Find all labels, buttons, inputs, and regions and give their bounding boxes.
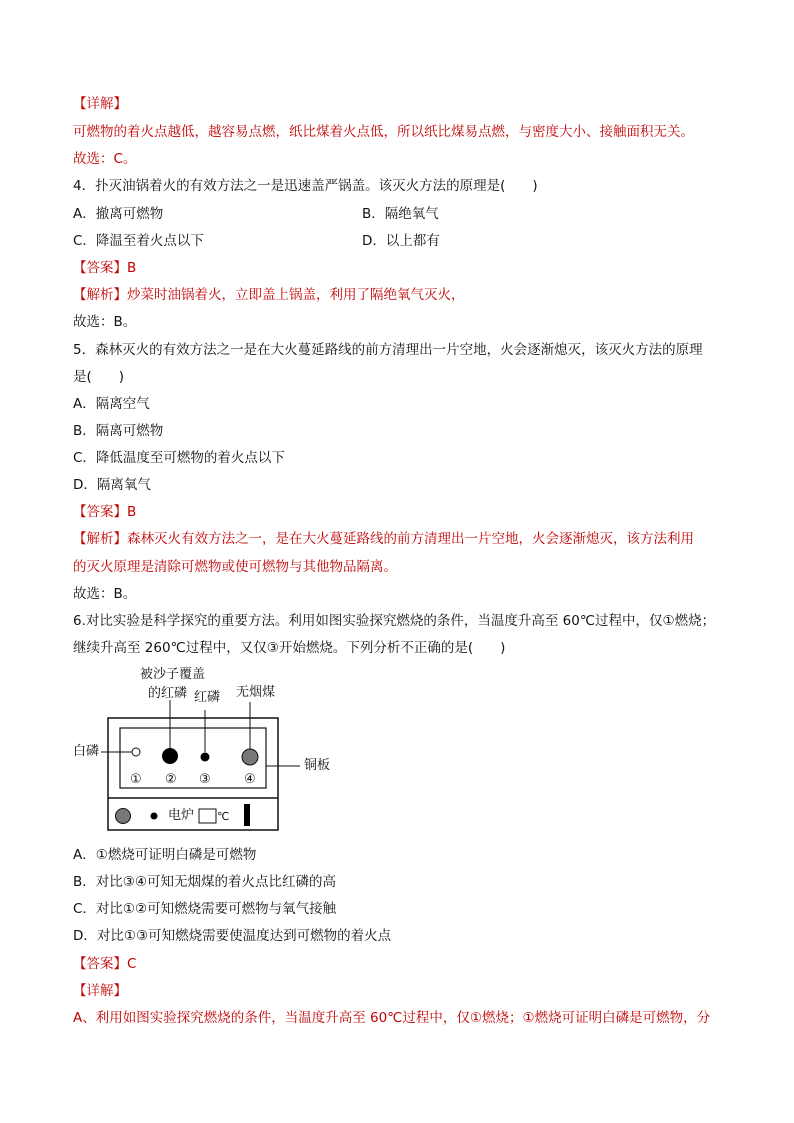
anthracite-sample [242, 749, 258, 765]
q6-detail-tag: 【详解】 [73, 983, 127, 999]
red-phosphorus-sample [201, 753, 210, 762]
label-stove: 电炉 [168, 808, 195, 823]
label-num-1: ① [130, 772, 142, 787]
q3-select: 故选：C。 [73, 151, 137, 167]
q6-option-c: C．对比①②可知燃烧需要可燃物与氧气接触 [73, 901, 337, 917]
q4-analysis-tag: 【解析】 [73, 287, 127, 303]
label-covered-line1: 被沙子覆盖 [140, 667, 206, 682]
q6-answer-tag: 【答案】 [73, 956, 127, 972]
stove-switch [244, 804, 250, 826]
q6-detail-text-b: ①燃烧可证明白磷是可燃物，分 [522, 1010, 711, 1026]
q4-option-c: C．降温至着火点以下 [73, 233, 204, 249]
q5-answer-value: B [127, 504, 137, 520]
q6-answer [73, 955, 136, 973]
q4-select: 故选：B。 [73, 314, 137, 330]
q6-option-a: A．①燃烧可证明白磷是可燃物 [73, 847, 257, 863]
q6-answer-value: C [127, 956, 137, 972]
label-copper-plate: 铜板 [304, 758, 331, 773]
q6-option-b: B．对比③④可知无烟煤的着火点比红磷的高 [73, 874, 336, 890]
label-num-4: ④ [244, 772, 256, 787]
q5-analysis-text-1: 森林灭火有效方法之一，是在大火蔓延路线的前方清理出一片空地，火会逐渐熄灭，该方法利用 [127, 531, 694, 547]
label-num-3: ③ [199, 772, 211, 787]
q6-detail-line1 [73, 1009, 710, 1027]
stove-indicator-light [151, 813, 158, 820]
q4-option-d: D．以上都有 [362, 233, 440, 249]
q4-question: 4．扑灭油锅着火的有效方法之一是迅速盖严锅盖。该灭火方法的原理是( ) [73, 178, 538, 194]
q3-detail-tag: 【详解】 [73, 96, 127, 112]
q6-option-d: D．对比①③可知燃烧需要使温度达到可燃物的着火点 [73, 928, 392, 944]
q4-option-b: B．隔绝氧气 [362, 206, 439, 222]
q4-option-a: A．撤离可燃物 [73, 206, 164, 222]
q6-question-line2: 继续升高至 260℃过程中，又仅③开始燃烧。下列分析不正确的是( ) [73, 640, 506, 656]
q5-question-line2: 是( ) [73, 369, 125, 385]
label-num-2: ② [165, 772, 177, 787]
q4-analysis-text: 炒菜时油锅着火，立即盖上锅盖，利用了隔绝氧气灭火， [127, 287, 465, 303]
q5-option-d: D．隔离氧气 [73, 477, 151, 493]
covered-red-phosphorus-sample [162, 748, 178, 764]
q5-question-line1: 5．森林灭火的有效方法之一是在大火蔓延路线的前方清理出一片空地，火会逐渐熄灭，该灭火方法的原理 [73, 342, 703, 358]
q5-analysis-tag: 【解析】 [73, 531, 127, 547]
label-white-phosphorus: 白磷 [73, 744, 100, 759]
q6-detail-text-a: A、利用如图实验探究燃烧的条件，当温度升高至 60℃过程中，仅①燃烧； [73, 1010, 523, 1026]
q4-answer-value: B [127, 260, 137, 276]
temperature-display [199, 809, 216, 823]
label-unit: ℃ [217, 810, 230, 823]
label-anthracite: 无烟煤 [236, 685, 276, 700]
q4-answer-tag: 【答案】 [73, 260, 127, 276]
label-covered-line2: 的红磷 [148, 686, 188, 701]
q5-option-c: C．降低温度至可燃物的着火点以下 [73, 450, 285, 466]
q6-question-line1: 6.对比实验是科学探究的重要方法。利用如图实验探究燃烧的条件，当温度升高至 60℃过程中，仅①燃烧； [73, 613, 716, 629]
q5-option-a: A．隔离空气 [73, 396, 150, 412]
stove-knob [116, 809, 131, 824]
white-phosphorus-sample [132, 748, 140, 756]
q5-option-b: B．隔离可燃物 [73, 423, 164, 439]
q5-select: 故选：B。 [73, 586, 137, 602]
label-red-phosphorus: 红磷 [194, 690, 221, 705]
q5-analysis-line2: 的灭火原理是清除可燃物或使可燃物与其他物品隔离。 [73, 559, 397, 575]
q5-answer-tag: 【答案】 [73, 504, 127, 520]
q3-detail-text: 可燃物的着火点越低，越容易点燃，纸比煤着火点低，所以纸比煤易点燃，与密度大小、接触面积无关。 [73, 124, 694, 140]
